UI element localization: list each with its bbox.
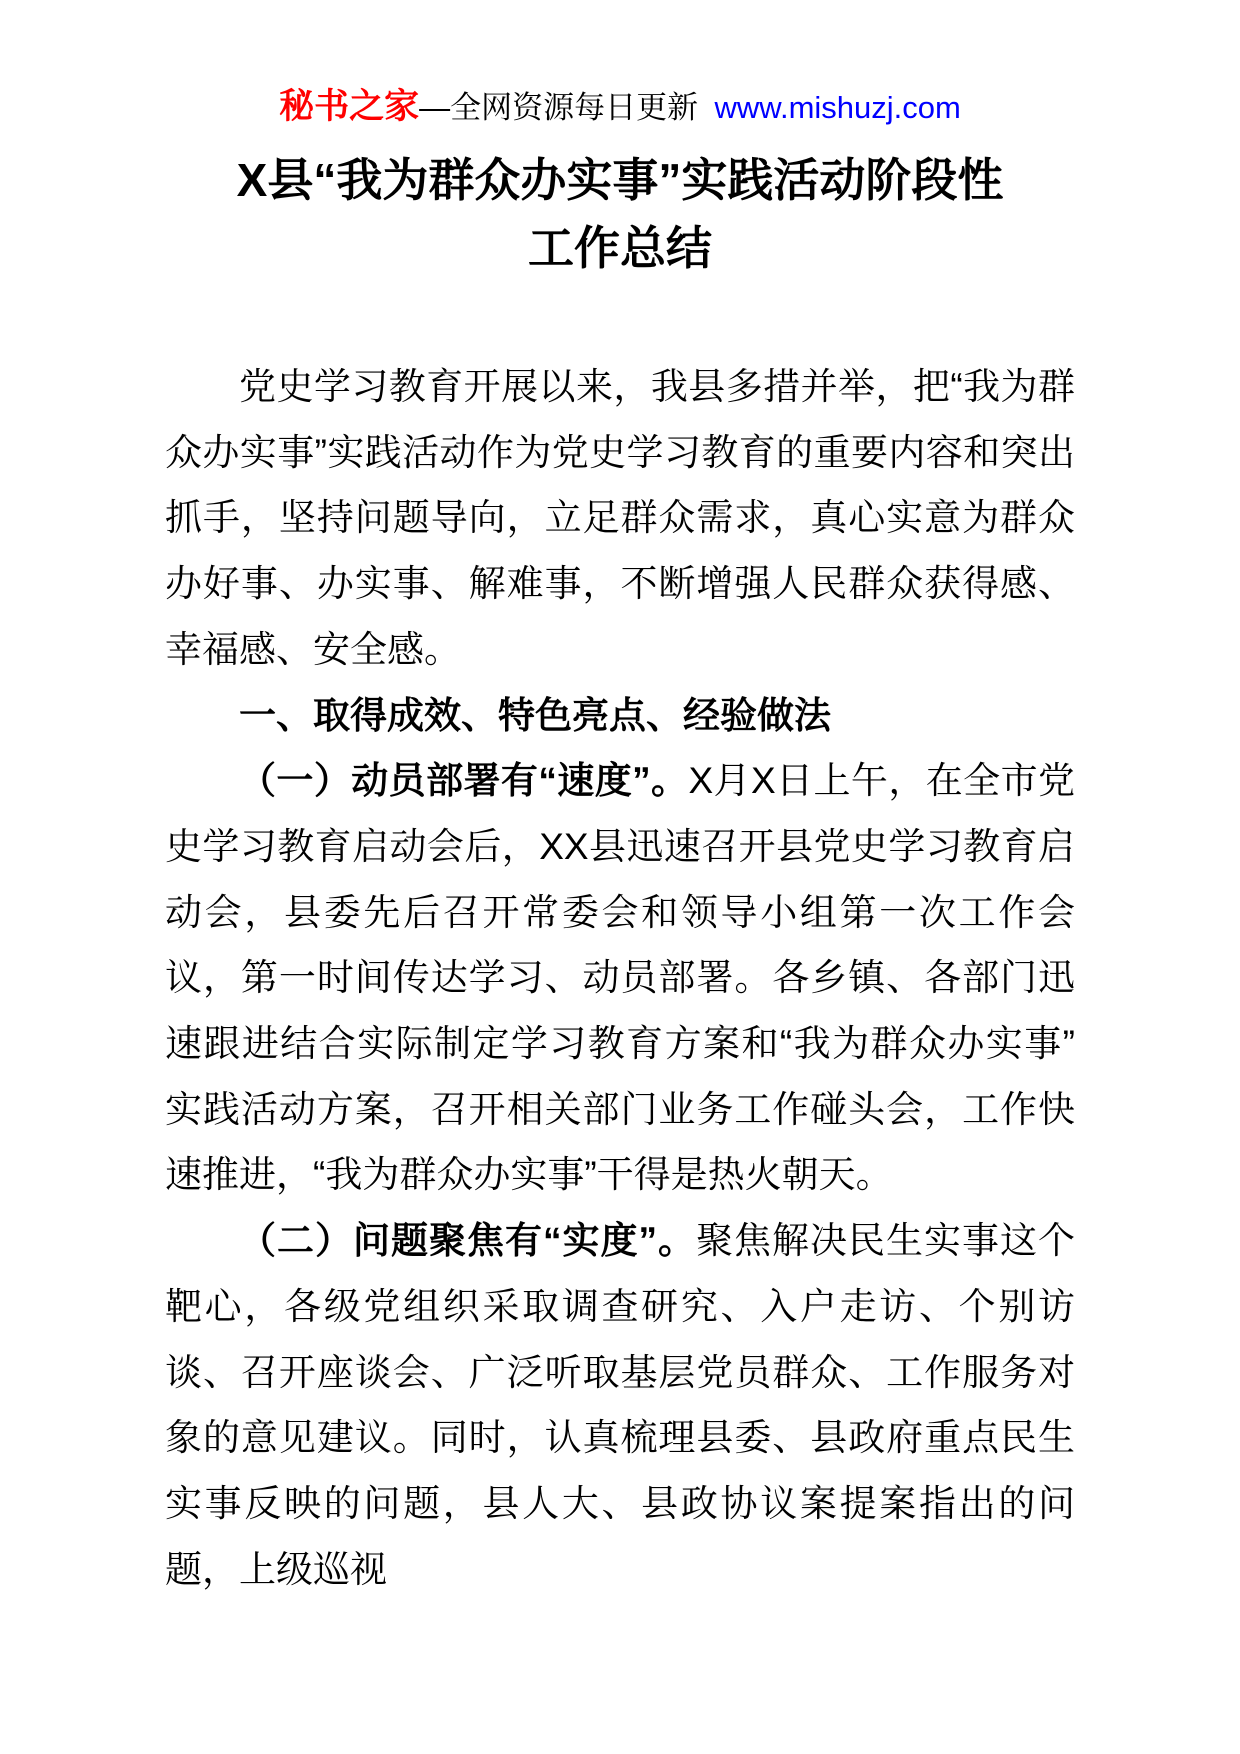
- paragraph-intro: 党史学习教育开展以来，我县多措并举，把“我为群众办实事”实践活动作为党史学习教育的重要内容和突出抓手，坚持问题导向，立足群众需求，真心实意为群众办好事、办实事、解难事，不断增强人民群众获得感、幸福感、安全感。: [165, 366, 1075, 670]
- header-url-link[interactable]: www.mishuzj.com: [714, 90, 961, 125]
- paragraph-1: [165, 748, 1075, 1208]
- header-separator: —: [419, 90, 451, 125]
- site-header: [0, 86, 1240, 130]
- paragraph-1-lead: （一）动员部署有“速度”。: [239, 760, 689, 802]
- document-title: [140, 146, 1100, 282]
- paragraph-2-lead: （二）问题聚焦有“实度”。: [239, 1220, 696, 1262]
- document-title-line-1: X县“我为群众办实事”实践活动阶段性: [236, 154, 1004, 206]
- paragraph-1-body: X月X日上午，在全市党史学习教育启动会后，XX县迅速召开县党史学习教育启动会，县委先后召开常委会和领导小组第一次工作会议，第一时间传达学习、动员部署。各乡镇、各部门迅速跟进结合实际制定学习教育方案和“我为群众办实事”实践活动方案，召开相关部门业务工作碰头会，工作快速推进，“我为群众办实事”干得是热火朝天。: [165, 760, 1076, 1196]
- section-1-heading: 一、取得成效、特色亮点、经验做法: [239, 694, 831, 736]
- paragraph-2-body: 聚焦解决民生实事这个靶心，各级党组织采取调查研究、入户走访、个别访谈、召开座谈会、广泛听取基层党员群众、工作服务对象的意见建议。同时，认真梳理县委、县政府重点民生实事反映的问题，县人大、县政协议案提案指出的问题，上级巡视: [165, 1220, 1075, 1590]
- document-title-line-2: 工作总结: [528, 222, 712, 274]
- site-brand: 秘书之家: [279, 87, 420, 126]
- header-tagline: 全网资源每日更新: [450, 90, 699, 125]
- paragraph-2: [165, 1208, 1075, 1602]
- document-body: [165, 354, 1075, 1602]
